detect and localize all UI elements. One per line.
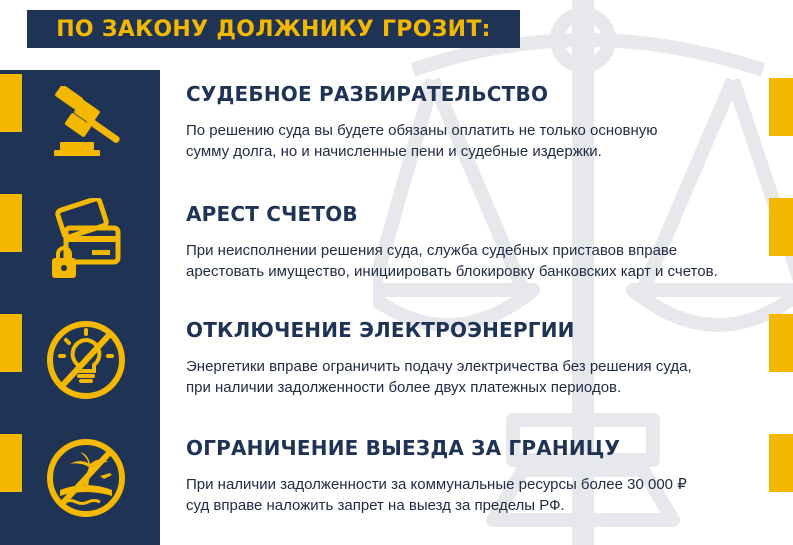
description-line: При неисполнении решения суда, служба судебных приставов вправе [186, 242, 678, 259]
description-line: Энергетики вправе ограничить подачу электричества без решения суда, [186, 358, 692, 375]
right-accent-tick [769, 198, 793, 256]
left-accent-tick [0, 314, 22, 372]
section-description [186, 356, 692, 398]
section-travel-ban [186, 436, 687, 516]
description-line: при наличии задолженности более двух платежных периодов. [186, 379, 622, 396]
right-accent-tick [769, 78, 793, 136]
right-accent-tick [769, 314, 793, 372]
section-description [186, 120, 657, 162]
description-line: суд вправе наложить запрет на выезд за пределы РФ. [186, 497, 565, 514]
left-accent-tick [0, 194, 22, 252]
no-travel-icon [44, 436, 128, 520]
header-title: ПО ЗАКОНУ ДОЛЖНИКУ ГРОЗИТ: [56, 16, 491, 42]
section-electricity [186, 318, 692, 398]
description-line: сумму долга, но и начисленные пени и судебные издержки. [186, 143, 602, 160]
section-title: АРЕСТ СЧЕТОВ [186, 202, 358, 226]
section-title: ОТКЛЮЧЕНИЕ ЭЛЕКТРОЭНЕРГИИ [186, 318, 575, 342]
description-line: По решению суда вы будете обязаны оплатить не только основную [186, 122, 658, 139]
header-bar [27, 10, 520, 48]
locked-cards-icon [46, 198, 126, 280]
no-electricity-icon [44, 318, 128, 402]
left-accent-tick [0, 74, 22, 132]
description-line: При наличии задолженности за коммунальные ресурсы более 30 000 ₽ [186, 476, 687, 493]
gavel-icon [46, 86, 126, 158]
section-title: ОГРАНИЧЕНИЕ ВЫЕЗДА ЗА ГРАНИЦУ [186, 436, 621, 460]
section-description [186, 474, 687, 516]
right-accent-tick [769, 434, 793, 492]
section-account-arrest [186, 202, 718, 282]
section-description [186, 240, 718, 282]
section-title: СУДЕБНОЕ РАЗБИРАТЕЛЬСТВО [186, 82, 549, 106]
left-accent-tick [0, 434, 22, 492]
description-line: арестовать имущество, инициировать блокировку банковских карт и счетов. [186, 263, 718, 280]
section-court [186, 82, 657, 162]
